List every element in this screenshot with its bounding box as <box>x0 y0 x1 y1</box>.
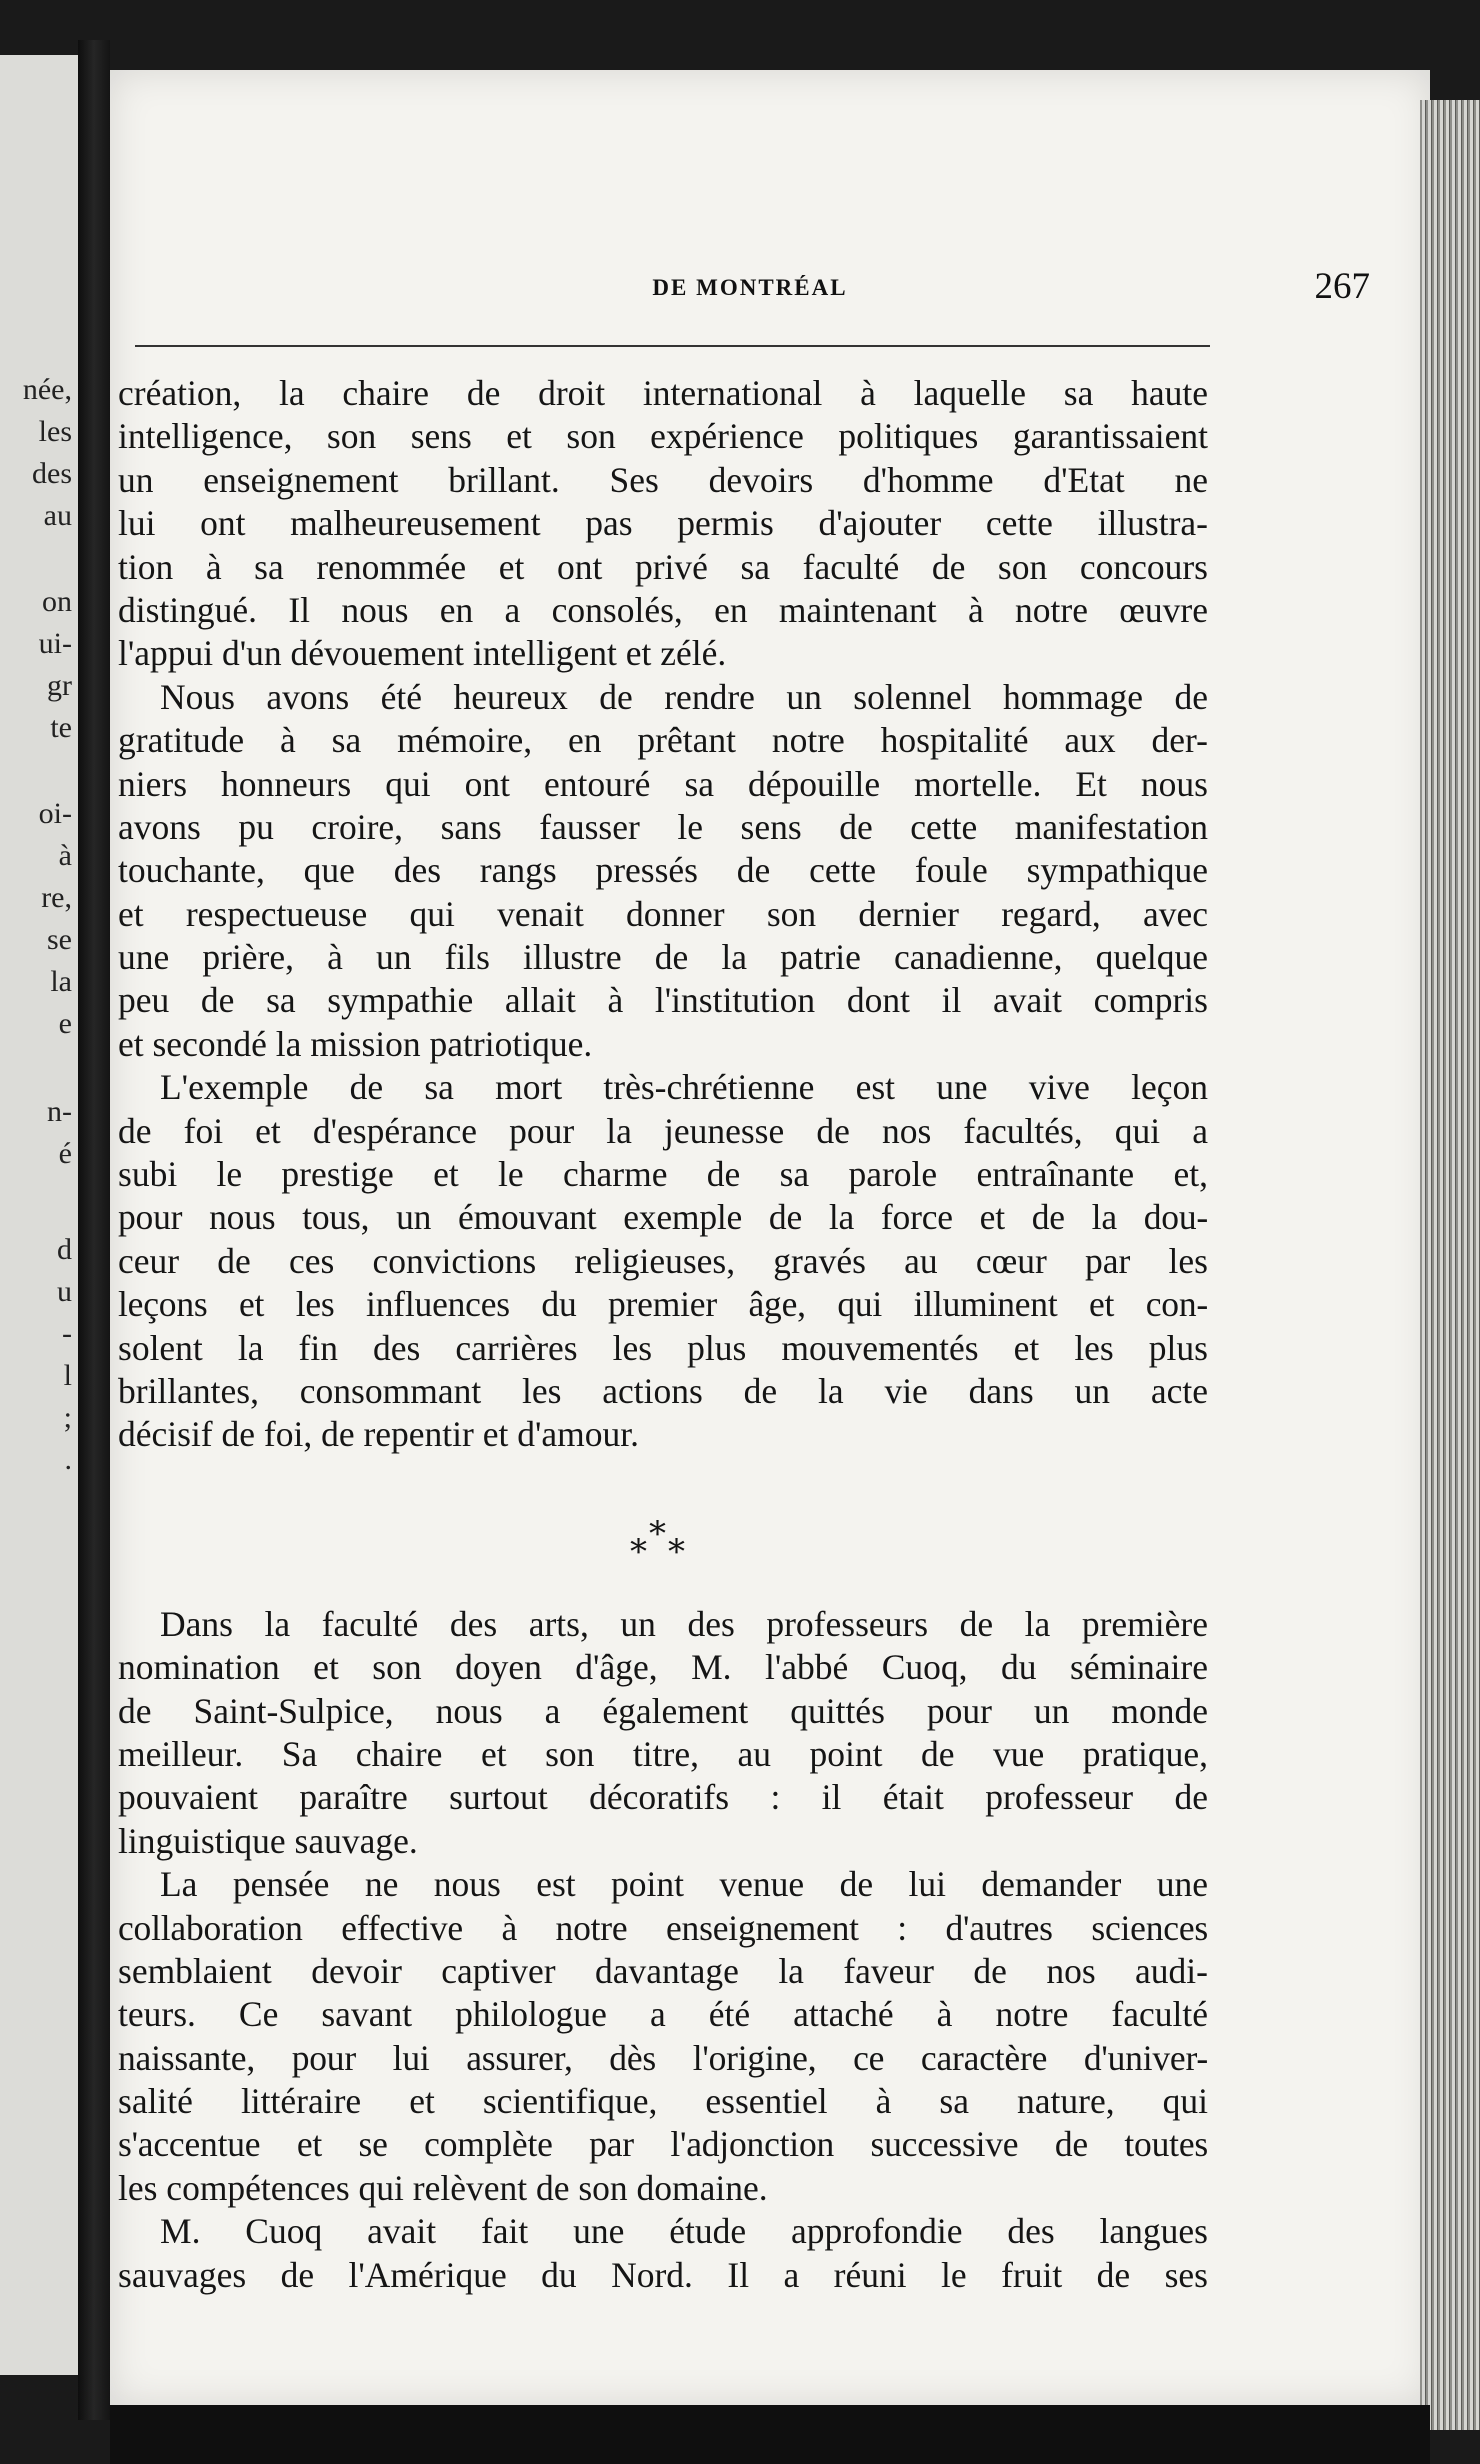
left-fragment: re, <box>41 881 72 914</box>
left-fragment: d <box>57 1233 72 1266</box>
running-head: DE MONTRÉAL <box>652 275 848 300</box>
text-line: de foi et d'espérance pour la jeunesse de nos facultés, qui a <box>118 1110 1208 1151</box>
left-fragment: é <box>58 1137 72 1170</box>
page-stack-edge <box>1420 100 1480 2430</box>
text-line: collaboration effective à notre enseignement : d'autres sciences <box>118 1907 1208 1948</box>
text-line: linguistique sauvage. <box>118 1820 418 1861</box>
text-line: La pensée ne nous est point venue de lui demander une <box>160 1864 1208 1905</box>
text-line: avons pu croire, sans fausser le sens de cette manifestation <box>118 806 1208 847</box>
text-line: salité littéraire et scientifique, essentiel à sa nature, qui <box>118 2081 1208 2122</box>
text-line: touchante, que des rangs pressés de cette foule sympathique <box>118 850 1208 891</box>
text-line: tion à sa renommée et ont privé sa faculté de son concours <box>118 546 1208 587</box>
left-fragment: e <box>58 1007 72 1040</box>
text-line: Dans la faculté des arts, un des professeurs de la première <box>160 1603 1208 1644</box>
left-fragment: gr <box>47 669 72 702</box>
left-fragment: l <box>63 1359 72 1392</box>
paragraph <box>118 372 1208 676</box>
text-line: sauvages de l'Amérique du Nord. Il a réuni le fruit de ses <box>118 2254 1208 2295</box>
text-line: lui ont malheureusement pas permis d'ajouter cette illustra- <box>118 503 1208 544</box>
text-line: de Saint-Sulpice, nous a également quittés pour un monde <box>118 1690 1208 1731</box>
text-line: subi le prestige et le charme de sa parole entraînante et, <box>118 1154 1208 1195</box>
text-line: teurs. Ce savant philologue a été attaché à notre faculté <box>118 1994 1208 2035</box>
left-fragment: au <box>43 499 72 532</box>
left-fragment: - <box>62 1317 72 1350</box>
book-gutter <box>78 40 110 2420</box>
asterism-star: * <box>630 1531 647 1572</box>
text-line: niers honneurs qui ont entouré sa dépouille mortelle. Et nous <box>118 763 1208 804</box>
left-fragment: n- <box>47 1095 72 1128</box>
left-fragment: la <box>50 965 72 998</box>
text-line: naissante, pour lui assurer, dès l'origine, ce caractère d'univer- <box>118 2037 1208 2078</box>
left-fragment: née, <box>22 373 72 406</box>
text-line: l'appui d'un dévouement intelligent et zélé. <box>118 633 727 674</box>
page-number: 267 <box>1314 266 1370 307</box>
paragraph <box>118 676 1208 1067</box>
paragraph <box>118 1066 1208 1457</box>
left-fragment: . <box>64 1443 72 1476</box>
paragraph <box>118 1603 1208 1863</box>
text-line: ceur de ces convictions religieuses, gravés au cœur par les <box>118 1240 1208 1281</box>
left-page-edge <box>0 55 78 2375</box>
text-line: meilleur. Sa chaire et son titre, au point de vue pratique, <box>118 1733 1208 1774</box>
left-fragment: se <box>47 923 72 956</box>
asterism <box>118 1513 1208 1587</box>
text-line: M. Cuoq avait fait une étude approfondie des langues <box>160 2211 1208 2252</box>
text-line: intelligence, son sens et son expérience politiques garantissaient <box>118 416 1208 457</box>
left-fragment: te <box>50 711 72 744</box>
text-line: et secondé la mission patriotique. <box>118 1023 593 1064</box>
text-line: pour nous tous, un émouvant exemple de la force et de la dou- <box>118 1197 1208 1238</box>
section-break <box>118 1457 1208 1517</box>
text-line: L'exemple de sa mort très-chrétienne est une vive leçon <box>160 1067 1208 1108</box>
text-line: semblaient devoir captiver davantage la faveur de nos audi- <box>118 1950 1208 1991</box>
text-line: s'accentue et se complète par l'adjonction successive de toutes <box>118 2124 1208 2165</box>
left-fragment: ui- <box>38 627 72 660</box>
left-fragment: on <box>42 585 72 618</box>
asterism-star: * <box>668 1531 685 1572</box>
text-line: une prière, à un fils illustre de la patrie canadienne, quelque <box>118 937 1208 978</box>
text-line: Nous avons été heureux de rendre un solennel hommage de <box>160 676 1208 717</box>
left-fragment: les <box>38 415 72 448</box>
header-rule <box>135 345 1210 347</box>
text-line: un enseignement brillant. Ses devoirs d'homme d'Etat ne <box>118 459 1208 500</box>
text-line: décisif de foi, de repentir et d'amour. <box>118 1414 639 1455</box>
paragraph <box>118 1863 1208 2210</box>
text-line: brillantes, consommant les actions de la vie dans un acte <box>118 1370 1208 1411</box>
bottom-shadow <box>110 2405 1430 2464</box>
text-line: gratitude à sa mémoire, en prêtant notre hospitalité aux der- <box>118 720 1208 761</box>
left-fragment: des <box>32 457 72 490</box>
body-text <box>118 372 1208 2297</box>
text-line: leçons et les influences du premier âge, qui illuminent et con- <box>118 1284 1208 1325</box>
text-line: solent la fin des carrières les plus mouvementés et les plus <box>118 1327 1208 1368</box>
text-line: et respectueuse qui venait donner son dernier regard, avec <box>118 893 1208 934</box>
left-fragment: à <box>58 839 72 872</box>
text-line: peu de sa sympathie allait à l'institution dont il avait compris <box>118 980 1208 1021</box>
asterism-star: * <box>649 1513 666 1554</box>
paragraph <box>118 2210 1208 2297</box>
left-fragment: ; <box>63 1401 72 1434</box>
text-line: distingué. Il nous en a consolés, en maintenant à notre œuvre <box>118 589 1208 630</box>
text-line: les compétences qui relèvent de son domaine. <box>118 2167 768 2208</box>
text-line: pouvaient paraître surtout décoratifs : il était professeur de <box>118 1777 1208 1818</box>
left-fragment: oi- <box>38 797 72 830</box>
spacer <box>118 1587 1208 1603</box>
text-line: nomination et son doyen d'âge, M. l'abbé Cuoq, du séminaire <box>118 1647 1208 1688</box>
text-line: création, la chaire de droit international à laquelle sa haute <box>118 373 1208 413</box>
left-fragment: u <box>57 1275 72 1308</box>
page-header <box>130 265 1370 325</box>
